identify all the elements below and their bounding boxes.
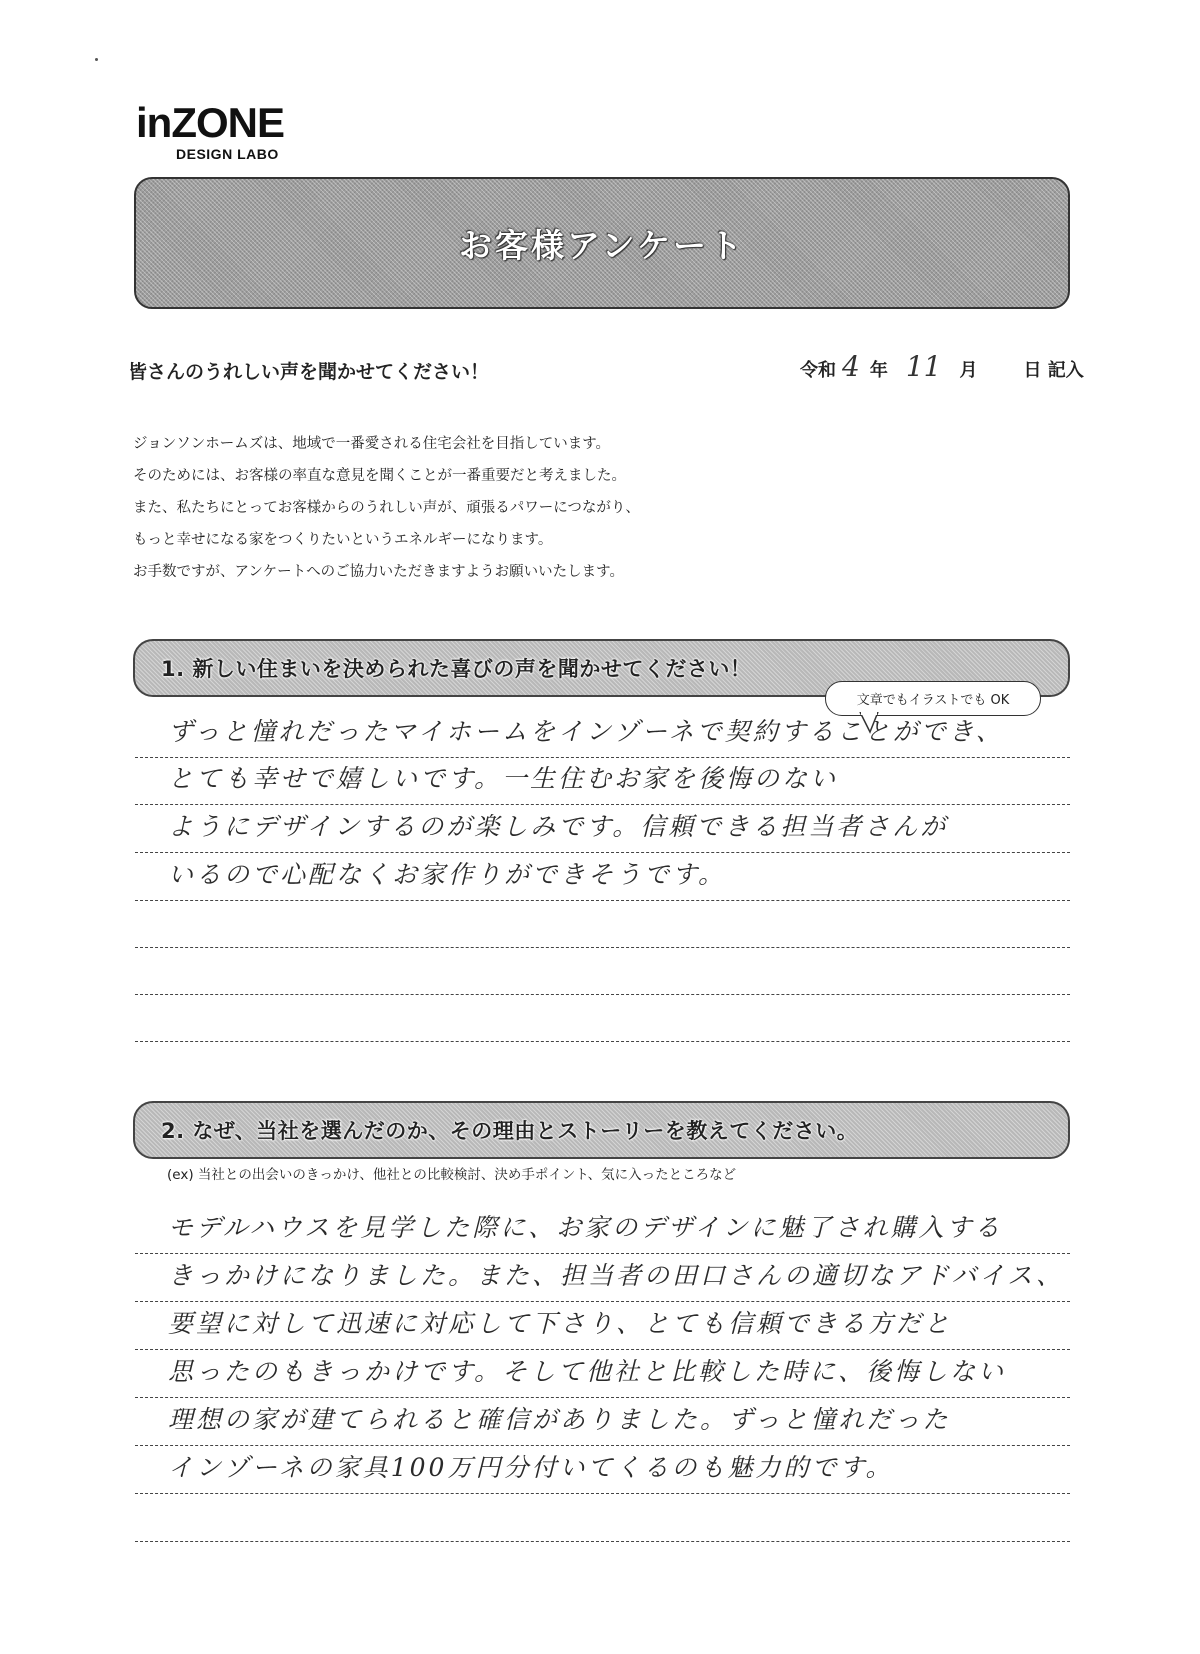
company-logo [136,99,284,162]
intro-line: もっと幸せになる家をつくりたいというエネルギーになります。 [133,532,553,548]
logo-sub-text: DESIGN LABO [176,146,279,162]
answer-2-line: 理想の家が建てられると確信がありました。ずっと憧れだった [135,1398,1070,1446]
answer-1-line [135,947,1070,995]
answer-2-line: 要望に対して迅速に対応して下さり、とても信頼できる方だと [135,1302,1070,1350]
scan-speck [95,58,98,61]
answer-1-line [135,994,1070,1042]
intro-line: お手数ですが、アンケートへのご協力いただきますようお願いいたします。 [133,564,624,580]
answer-2-line: インゾーネの家具100万円分付いてくるのも魅力的です。 [135,1446,1070,1494]
answer-2-line: モデルハウスを見学した際に、お家のデザインに魅了され購入する [135,1206,1070,1254]
bubble-text: 文章でもイラストでも OK [856,693,1010,708]
answer-2-line [135,1494,1070,1542]
day-label: 日 記入 [1023,360,1084,381]
year-label: 年 [869,360,888,381]
answer-1-line: とても幸せで嬉しいです。一生住むお家を後悔のない [135,757,1070,805]
answer-1-line [135,900,1070,948]
month-value: 11 [905,350,942,383]
answer-2-line: 思ったのもきっかけです。そして他社と比較した時に、後悔しない [135,1350,1070,1398]
year-value: 4 [842,350,860,383]
answer-2-line: きっかけになりました。また、担当者の田口さんの適切なアドバイス、 [135,1254,1070,1302]
question-2-label: 2. なぜ、当社を選んだのか、その理由とストーリーを教えてください。 [161,1119,859,1143]
date-field [800,350,1084,383]
answer-1-line: ようにデザインするのが楽しみです。信頼できる担当者さんが [135,805,1070,853]
answer-1-line: いるので心配なくお家作りができそうです。 [135,853,1070,901]
intro-line: そのためには、お客様の率直な意見を聞くことが一番重要だと考えました。 [133,468,626,484]
intro-line: また、私たちにとってお客様からのうれしい声が、頑張るパワーにつながり、 [133,500,640,516]
page-title: お客様アンケート [458,225,746,265]
era-label: 令和 [800,360,836,381]
intro-line: ジョンソンホームズは、地域で一番愛される住宅会社を目指しています。 [133,436,611,452]
question-2-header [133,1101,1070,1159]
subtitle: 皆さんのうれしい声を聞かせてください！ [128,361,490,383]
intro-paragraph [133,428,640,588]
question-1-label: 1. 新しい住まいを決められた喜びの声を聞かせてください！ [161,657,752,681]
month-label: 月 [959,360,978,381]
answer-1-line: ずっと憧れだったマイホームをインゾーネで契約することができ、 [135,710,1070,758]
question-2-example: (ex) 当社との出会いのきっかけ、他社との比較検討、決め手ポイント、気に入ったところなど [167,1167,737,1183]
logo-main-text: inZONE [136,99,284,146]
title-banner [134,177,1070,309]
